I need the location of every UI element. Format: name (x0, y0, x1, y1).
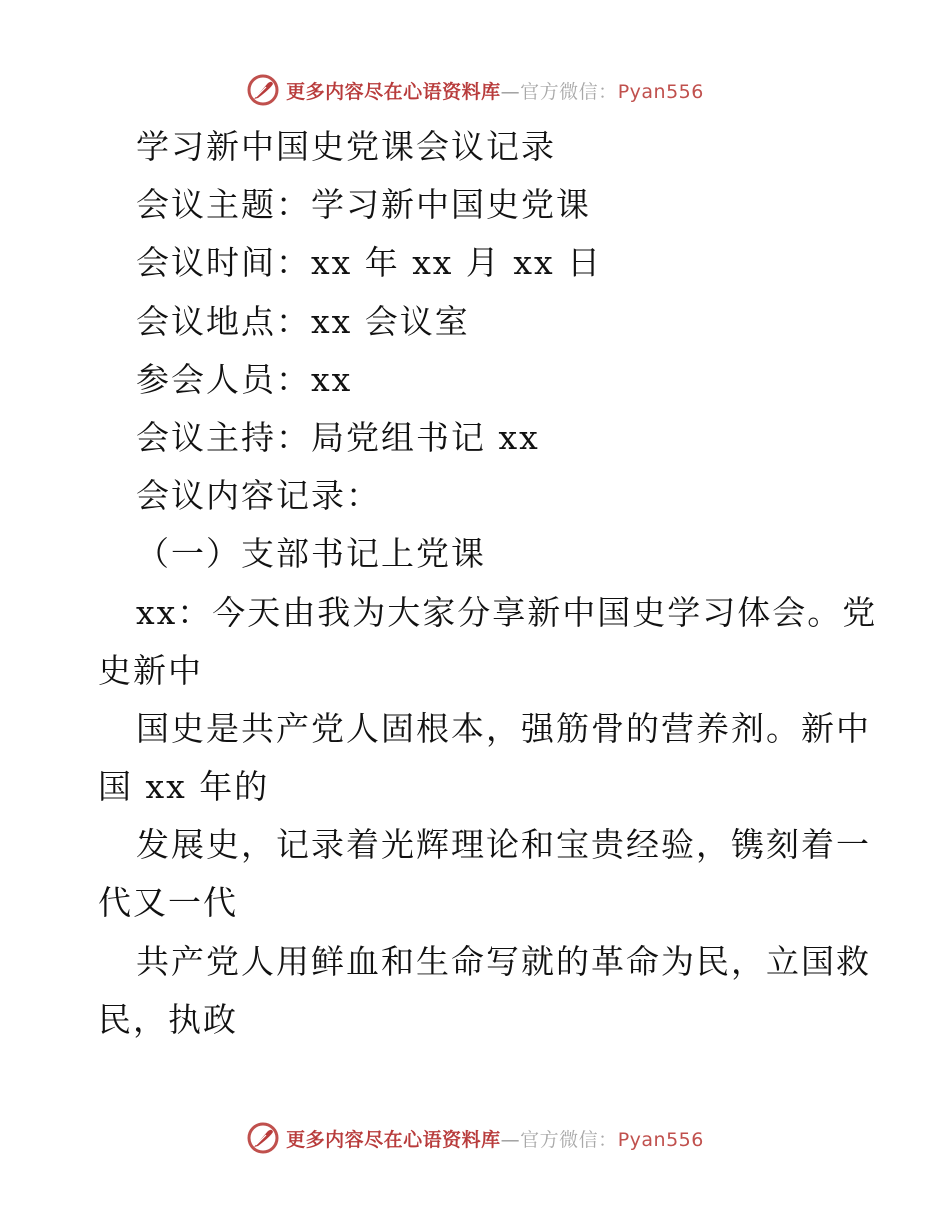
watermark-main: 更多内容尽在心语资料库 (286, 1128, 501, 1151)
paragraph-line: xx：今天由我为大家分享新中国史学习体会。党 (136, 592, 878, 632)
footer-watermark (0, 1118, 950, 1158)
quill-logo-icon (246, 73, 280, 107)
paragraph-line: 发展史，记录着光辉理论和宝贵经验，镌刻着一 (136, 825, 871, 865)
meeting-location: 会议地点：xx 会议室 (136, 301, 470, 341)
paragraph-line: 代又一代 (98, 883, 238, 923)
meeting-attendees: 参会人员：xx (136, 359, 353, 399)
watermark-wechat-label: 官方微信： (520, 80, 618, 103)
watermark-text (286, 1125, 704, 1152)
watermark-wechat-id: Pyan556 (617, 80, 704, 103)
meeting-host: 会议主持：局党组书记 xx (136, 417, 540, 457)
header-watermark (0, 70, 950, 110)
meeting-content-heading: 会议内容记录： (136, 476, 381, 516)
section-heading: （一）支部书记上党课 (136, 534, 486, 574)
paragraph-line: 史新中 (98, 650, 203, 690)
paragraph-line: 国 xx 年的 (98, 767, 270, 807)
paragraph-line: 共产党人用鲜血和生命写就的革命为民，立国救 (136, 941, 871, 981)
meeting-topic: 会议主题：学习新中国史党课 (136, 185, 591, 225)
watermark-separator: — (500, 80, 521, 103)
document-title: 学习新中国史党课会议记录 (136, 127, 556, 166)
meeting-time: 会议时间：xx 年 xx 月 xx 日 (136, 243, 603, 283)
watermark-main: 更多内容尽在心语资料库 (286, 80, 501, 103)
paragraph-line: 民，执政 (98, 999, 238, 1039)
quill-logo-icon (246, 1121, 280, 1155)
paragraph-line: 国史是共产党人固根本，强筋骨的营养剂。新中 (136, 708, 871, 748)
watermark-wechat-id: Pyan556 (617, 1128, 704, 1151)
watermark-text (286, 77, 704, 104)
watermark-separator: — (500, 1128, 521, 1151)
watermark-wechat-label: 官方微信： (520, 1128, 618, 1151)
document-body (98, 118, 878, 1049)
